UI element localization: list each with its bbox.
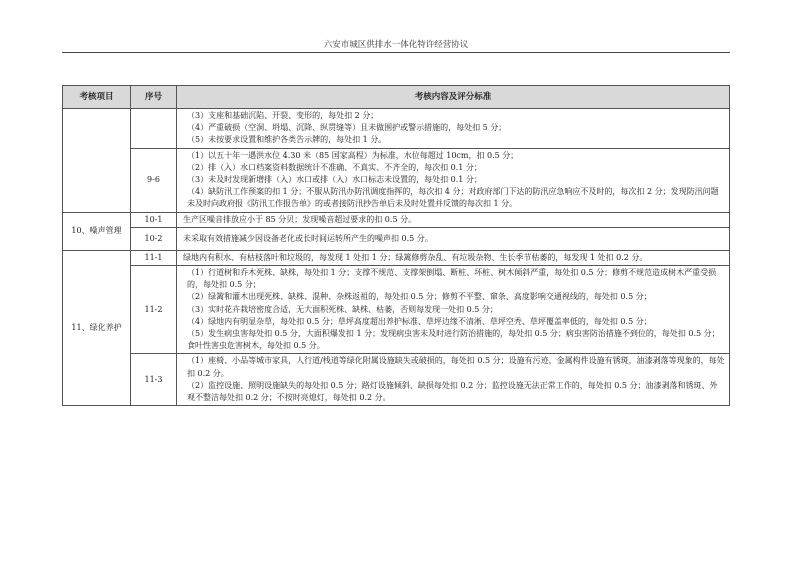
seq-cell: 11-3 — [131, 354, 177, 406]
table-row — [63, 250, 730, 265]
content-cell — [177, 227, 730, 250]
content-line: 绿地内有积水、有枯枝落叶和垃圾的，每发现 1 处扣 1 分；绿篱修剪杂乱、有垃圾杂物、生长季节枯萎的，每发现 1 处扣 0.2 分。 — [183, 252, 648, 262]
content-line: （3）支座和基础沉陷、开裂、变形的，每处扣 2 分； — [187, 111, 379, 120]
content-cell — [177, 266, 730, 354]
content-line: 未采取有效措施减少因设备老化或长时间运转所产生的噪声扣 0.5 分。 — [183, 233, 433, 243]
content-line: （5）未按要求设置和维护各类告示牌的，每处扣 1 分。 — [187, 135, 387, 145]
content-cell — [177, 250, 730, 265]
seq-cell: 9-6 — [131, 148, 177, 212]
header-seq: 序号 — [131, 86, 177, 109]
table-row — [63, 266, 730, 354]
table-row — [63, 227, 730, 250]
header-content: 考核内容及评分标准 — [177, 86, 730, 109]
table-header-row — [63, 86, 730, 109]
seq-cell: 11-1 — [131, 250, 177, 265]
content-line: （5）发生病虫害每处扣 0.5 分，大面积爆发扣 1 分；发现病虫害未及时进行防治措施的，每处扣 0.5 分；病虫害防治措施不到位的，每处扣 0.5 分；食叶性害虫危害树木，每处扣 0.5 分。 — [187, 329, 720, 351]
content-line: （1）座椅、小品等城市家具，人行道/栈道等绿化附属设施缺失或破损的，每处扣 0.5 分；设施有污迹，金属构件设施有锈斑，油漆剥落等现象的，每处扣 0.2 分。 — [187, 356, 725, 378]
content-line: （2）排（入）水口档案资料数据统计不准确、不真实、不齐全的，每次扣 0.1 分； — [187, 162, 482, 172]
content-line: （2）监控设施、照明设施缺失的每处扣 0.5 分；路灯设施倾斜、缺损每处扣 0.2 分；监控设施无法正常工作的，每处扣 0.5 分；油漆剥落和锈斑、外观不整洁每处扣 0.2 分；不按时亮熄灯，每处扣 0.2 分。 — [187, 380, 718, 403]
content-cell — [177, 354, 730, 406]
content-line: （4）严重破损（空洞、坍塌、沉降、纵贯缝等）且未做围护或警示措施的，每处扣 5 分； — [187, 123, 507, 133]
seq-cell — [131, 109, 177, 149]
table-row — [63, 109, 730, 149]
assessment-table — [62, 85, 730, 406]
content-line: 生产区噪音排放应小于 85 分贝；发现噪音超过要求的扣 0.5 分。 — [183, 214, 417, 224]
table-row — [63, 212, 730, 227]
category-cell: 10、噪声管理 — [63, 212, 131, 250]
category-cell: 11、绿化养护 — [63, 250, 131, 405]
content-line: （4）绿地内有明显杂草，每处扣 0.5 分；草坪高度超出养护标准、草坪边缘不清淅、草坪空秃、草坪覆盖率低的，每处扣 0.5 分； — [187, 316, 652, 326]
page-header-title: 六安市城区供排水一体化特许经营协议 — [323, 40, 469, 50]
header-category: 考核项目 — [63, 86, 131, 109]
content-line: （4）缺防汛工作预案的扣 1 分；不服从防汛办防汛调度指挥的，每次扣 4 分；对政府部门下达的防汛应急响应不及时的，每次扣 2 分；发现防汛问题未及时向政府报《防汛工作报告单》的或者接防汛抄告单后未及时处置并反馈的每次扣 1 分。 — [187, 187, 719, 209]
content-line: （2）绿篱和灌木出现死株、缺株、混种、杂株返祖的，每处扣 0.5 分；修剪不平整、窜条、高度影响交通视线的，每处扣 0.5 分； — [187, 292, 652, 302]
seq-cell: 11-2 — [131, 266, 177, 354]
seq-cell: 10-2 — [131, 227, 177, 250]
content-line: （1）以五十年一遇洪水位 4.30 米（85 国家高程）为标准，水位每超过 10cm，扣 0.5 分； — [187, 150, 519, 160]
table-row — [63, 148, 730, 212]
content-cell — [177, 212, 730, 227]
content-line: （1）行道树和乔木死株、缺株，每处扣 1 分；支撑不规范、支撑架倒塌、断桩、坏桩、树木倾斜严重，每处扣 0.5 分；修剪不规范造成树木严重受损的，每处扣 0.5 分； — [187, 268, 717, 290]
table-row — [63, 354, 730, 406]
content-cell — [177, 109, 730, 149]
content-line: （3）未及时发现新增排（入）水口或排（入）水口标志未设置的，每处扣 0.1 分； — [187, 175, 482, 185]
category-cell — [63, 109, 131, 213]
seq-cell: 10-1 — [131, 212, 177, 227]
content-cell — [177, 148, 730, 212]
content-line: （3）实时花卉栽培密度合适，无大面积死株、缺株、枯萎，否则每发现一处扣 0.5 分； — [187, 304, 498, 314]
header-divider — [62, 52, 730, 53]
